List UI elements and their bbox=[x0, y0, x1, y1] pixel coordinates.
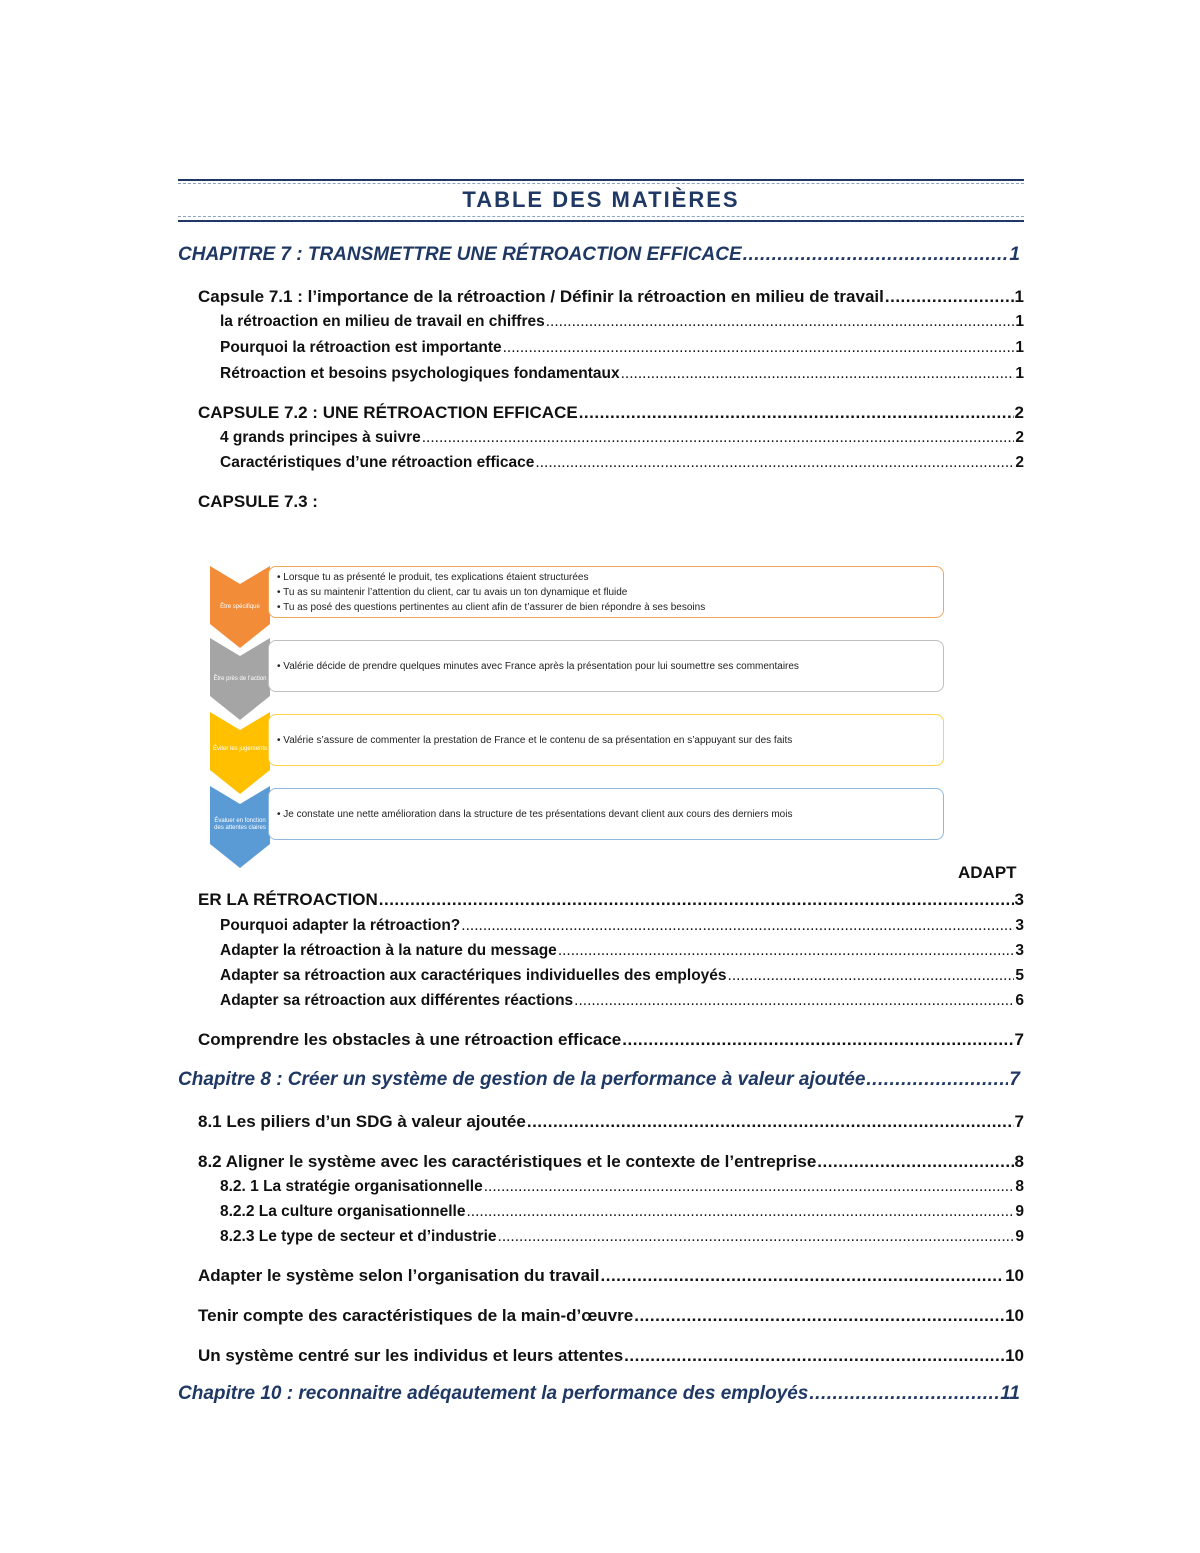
step-label: Être près de l’action bbox=[213, 676, 267, 682]
toc-entry[interactable]: Tenir compte des caractéristiques de la main-d’œuvre ..... 10 bbox=[198, 1306, 1024, 1326]
step-label: Être spécifique bbox=[220, 604, 260, 610]
title-rule-bottom-dashed bbox=[178, 216, 1024, 217]
toc-entry[interactable]: Adapter sa rétroaction aux différentes réactions ..... 6 bbox=[220, 992, 1024, 1010]
toc-title: TABLE DES MATIÈRES bbox=[462, 187, 740, 212]
toc-entry[interactable]: Adapter sa rétroaction aux caractériques individuelles des employés ..... 5 bbox=[220, 967, 1024, 985]
toc-entry-capsule-7-3[interactable]: CAPSULE 7.3 : bbox=[198, 492, 318, 511]
process-step-chevron bbox=[210, 786, 270, 874]
toc-entry[interactable]: Pourquoi adapter la rétroaction? ..... 3 bbox=[220, 917, 1024, 935]
toc-entry[interactable]: 8.2. 1 La stratégie organisationnelle ..... 8 bbox=[220, 1178, 1024, 1196]
toc-entry[interactable]: 4 grands principes à suivre ..... 2 bbox=[220, 429, 1024, 447]
title-rule-top-dashed bbox=[178, 183, 1024, 184]
toc-entry-capsule-7-2[interactable]: CAPSULE 7.2 : UNE RÉTROACTION EFFICACE ..... 2 bbox=[198, 403, 1024, 423]
title-rule-top bbox=[178, 179, 1024, 181]
toc-entry-chapter-8[interactable]: Chapitre 8 : Créer un système de gestion de la performance à valeur ajoutée ..... 7 bbox=[178, 1069, 1020, 1091]
toc-entry[interactable]: Adapter la rétroaction à la nature du message ..... 3 bbox=[220, 942, 1024, 960]
toc-entry-chapter-7[interactable]: CHAPITRE 7 : TRANSMETTRE UNE RÉTROACTION EFFICACE ..... 1 bbox=[178, 244, 1020, 266]
toc-entry[interactable]: Adapter le système selon l’organisation du travail ..... 10 bbox=[198, 1266, 1024, 1286]
chevron-shape bbox=[210, 712, 270, 794]
process-step-box: • Lorsque tu as présenté le produit, tes explications étaient structurées • Tu as su maintenir l’attention du client, car tu avais un ton dynamique et fluide • Tu as posé des questions pertinentes au client afin de t’assurer de bien répondre à ses besoins bbox=[268, 566, 944, 618]
toc-entry[interactable]: 8.1 Les piliers d’un SDG à valeur ajoutée ..... 7 bbox=[198, 1112, 1024, 1132]
step-label: Éviter les jugements bbox=[212, 746, 268, 752]
process-step-box: • Valérie décide de prendre quelques minutes avec France après la présentation pour lui soumettre ses commentaires bbox=[268, 640, 944, 692]
toc-fragment-adapt: ADAPT bbox=[958, 863, 1017, 882]
toc-entry[interactable]: 8.2.3 Le type de secteur et d’industrie ..... 9 bbox=[220, 1228, 1024, 1246]
toc-entry[interactable]: 8.2 Aligner le système avec les caractéristiques et le contexte de l’entreprise ..... 8 bbox=[198, 1152, 1024, 1172]
toc-entry-adapter-retroaction[interactable]: ER LA RÉTROACTION ..... 3 bbox=[198, 890, 1024, 910]
toc-entry[interactable]: Comprendre les obstacles à une rétroaction efficace ..... 7 bbox=[198, 1030, 1024, 1050]
toc-entry-chapter-10[interactable]: Chapitre 10 : reconnaitre adéqautement la performance des employés ..... 11 bbox=[178, 1383, 1020, 1405]
toc-entry[interactable]: Caractéristiques d’une rétroaction efficace ..... 2 bbox=[220, 454, 1024, 472]
toc-entry[interactable]: Un système centré sur les individus et leurs attentes ..... 10 bbox=[198, 1346, 1024, 1366]
toc-entry[interactable]: 8.2.2 La culture organisationnelle ..... 9 bbox=[220, 1203, 1024, 1221]
process-step-box: • Je constate une nette amélioration dans la structure de tes présentations devant client aux cours des derniers mois bbox=[268, 788, 944, 840]
toc-entry[interactable]: Pourquoi la rétroaction est importante ..... 1 bbox=[220, 339, 1024, 357]
feedback-process-diagram bbox=[206, 562, 950, 874]
step-label: Évaluer en fonction des attentes claires bbox=[214, 818, 266, 831]
process-step-box: • Valérie s’assure de commenter la prestation de France et le contenu de sa présentation en s’appuyant sur des faits bbox=[268, 714, 944, 766]
toc-entry-capsule-7-1[interactable]: Capsule 7.1 : l’importance de la rétroaction / Définir la rétroaction en milieu de travail ..... 1 bbox=[198, 287, 1024, 307]
title-rule-bottom bbox=[178, 220, 1024, 222]
toc-entry[interactable]: Rétroaction et besoins psychologiques fondamentaux ..... 1 bbox=[220, 365, 1024, 383]
toc-entry[interactable]: la rétroaction en milieu de travail en chiffres ..... 1 bbox=[220, 313, 1024, 331]
